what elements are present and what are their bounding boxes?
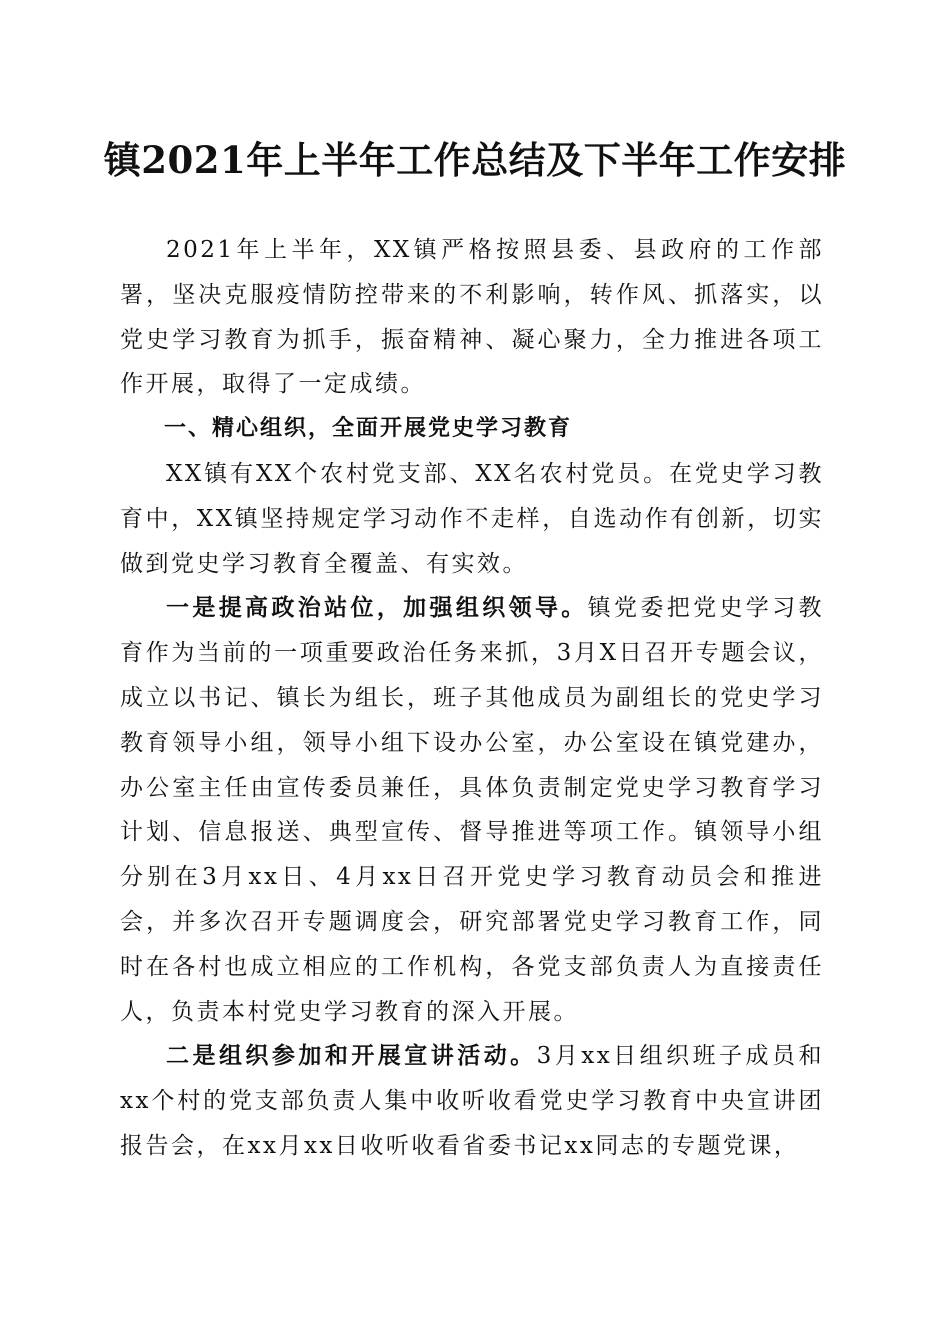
intro-paragraph: 2021年上半年，XX镇严格按照县委、县政府的工作部署，坚决克服疫情防控带来的不利影响，转作风、抓落实，以党史学习教育为抓手，振奋精神、凝心聚力，全力推进各项工作开展，取得了一定成绩。: [120, 237, 824, 398]
document-title: 镇2021年上半年工作总结及下半年工作安排: [103, 138, 847, 182]
point-two-lead: 二是组织参加和开展宣讲活动。: [166, 1042, 537, 1070]
point-two-text: 3月xx日组织班子成员和xx个村的党支部负责人集中收听收看党史学习教育中央宣讲团报告会，在xx月xx日收听收看省委书记xx同志的专题党课，: [120, 1043, 825, 1159]
point-one-paragraph: [120, 586, 824, 1034]
document-body: [120, 228, 824, 1169]
point-one-text: 镇党委把党史学习教育作为当前的一项重要政治任务来抓，3月X日召开专题会议，成立以书记、镇长为组长，班子其他成员为副组长的党史学习教育领导小组，领导小组下设办公室，办公室设在镇党建办，办公室主任由宣传委员兼任，具体负责制定党史学习教育学习计划、信息报送、典型宣传、督导推进等项工作。镇领导小组分别在3月xx日、4月xx日召开党史学习教育动员会和推进会，并多次召开专题调度会，研究部署党史学习教育工作，同时在各村也成立相应的工作机构，各党支部负责人为直接责任人，负责本村党史学习教育的深入开展。: [120, 595, 825, 1025]
point-one-lead: 一是提高政治站位，加强组织领导。: [166, 594, 588, 622]
point-two-paragraph: [120, 1034, 824, 1168]
section-overview-paragraph: XX镇有XX个农村党支部、XX名农村党员。在党史学习教育中，XX镇坚持规定学习动作不走样，自选动作有创新，切实做到党史学习教育全覆盖、有实效。: [120, 460, 824, 577]
section-heading: 一、精心组织，全面开展党史学习教育: [164, 416, 573, 442]
